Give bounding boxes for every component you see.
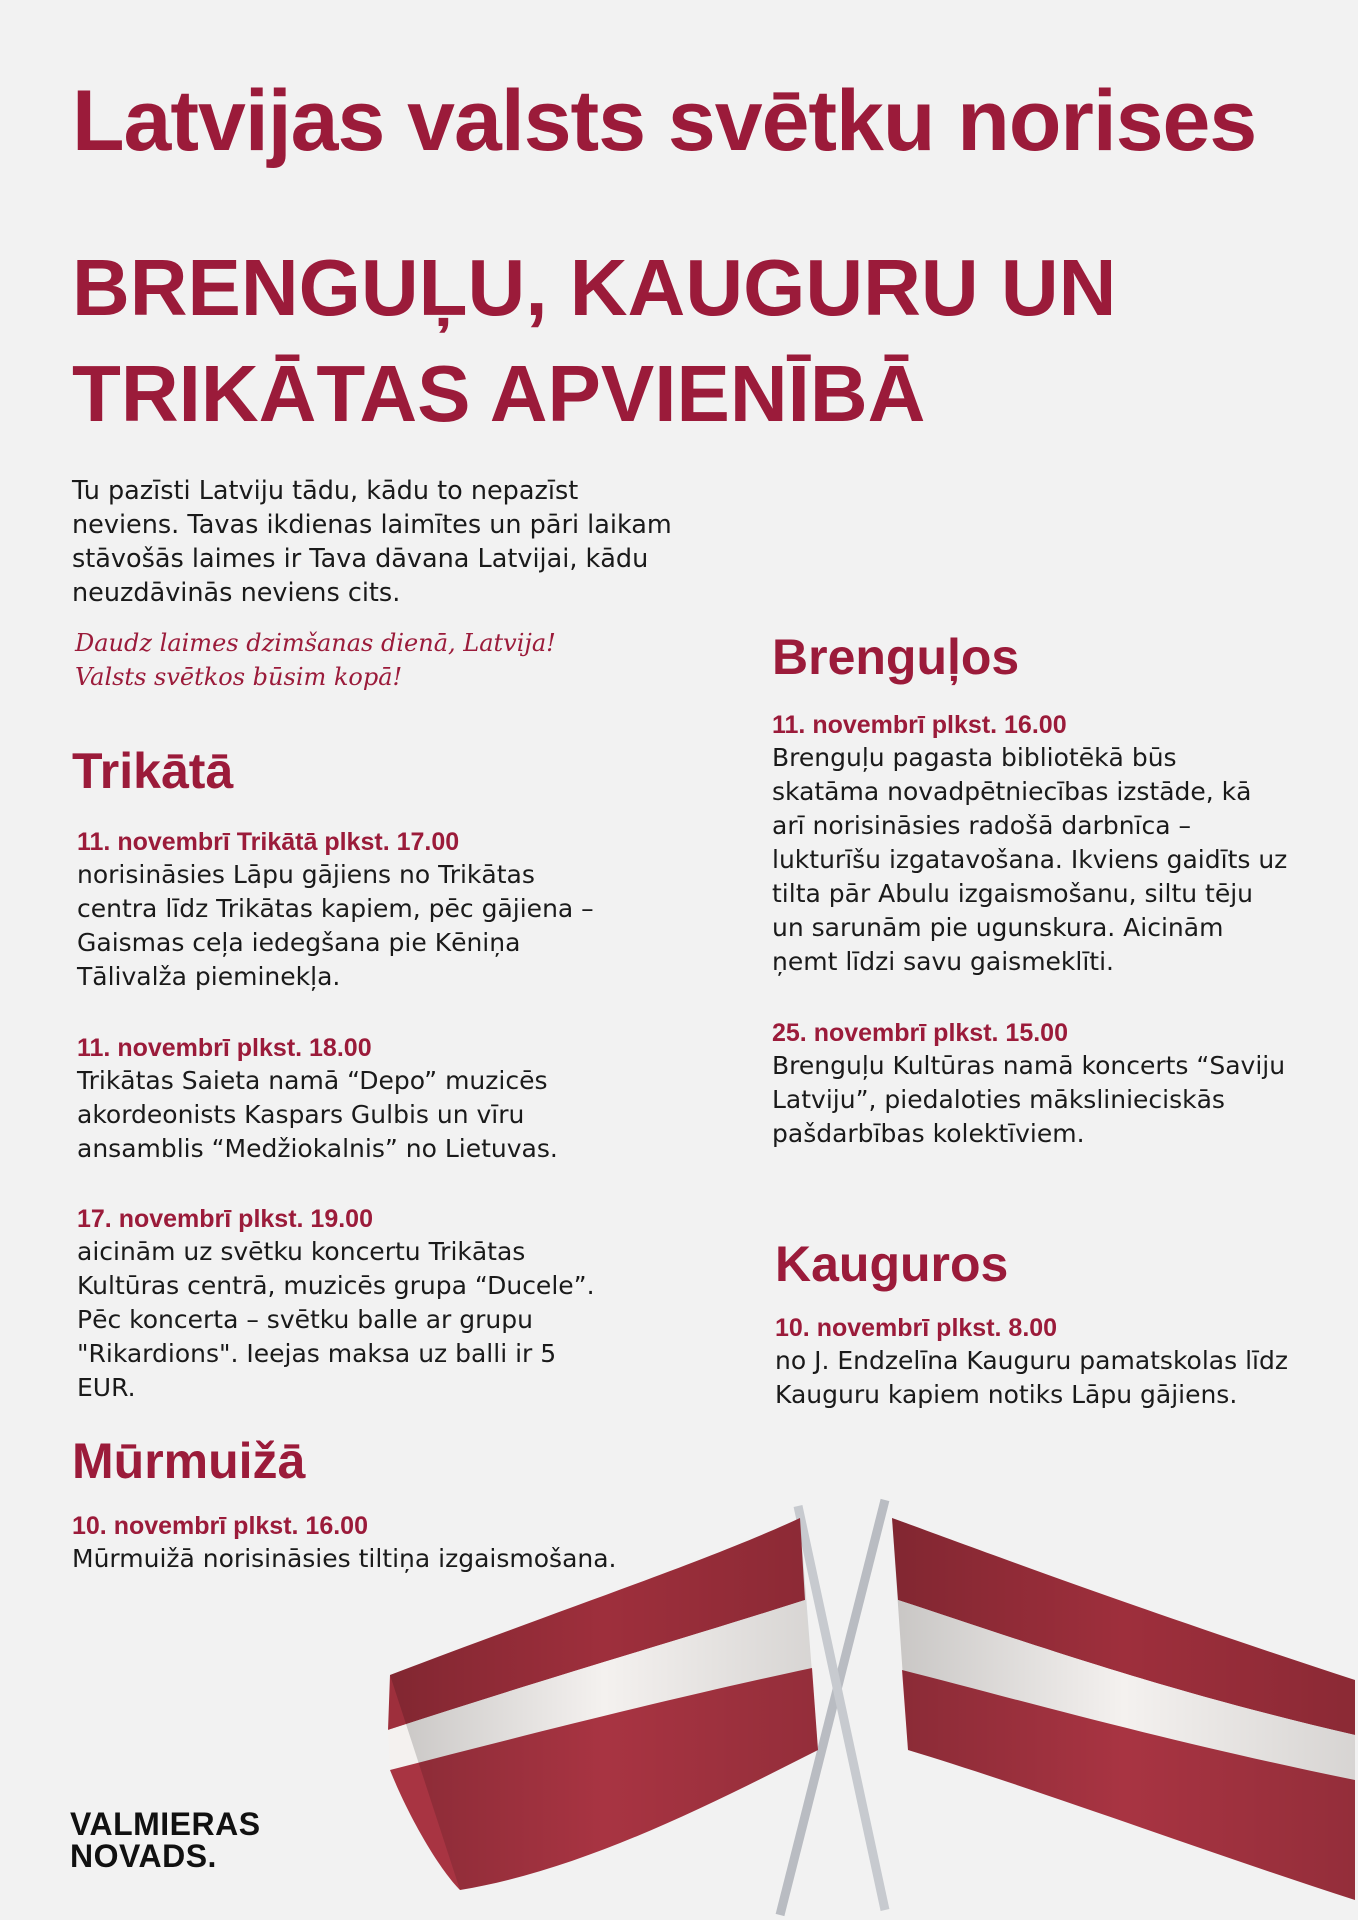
event-line: norisināsies Lāpu gājiens no Trikātas xyxy=(77,860,535,889)
event-description xyxy=(775,1344,1288,1412)
event-trikata-2 xyxy=(77,1032,558,1166)
subtitle-line: TRIKĀTAS APVIENĪBĀ xyxy=(72,349,926,438)
event-line: ansamblis “Medžiokalnis” no Lietuvas. xyxy=(77,1134,558,1163)
section-heading-brengulos: Brenguļos xyxy=(772,629,1020,685)
event-line: Pēc koncerta – svētku balle ar grupu xyxy=(77,1305,533,1334)
event-kauguros-1 xyxy=(775,1312,1288,1412)
event-description xyxy=(772,1049,1285,1151)
tagline xyxy=(75,626,695,694)
event-date: 10. novembrī plkst. 8.00 xyxy=(775,1314,1058,1342)
event-description xyxy=(77,1235,595,1405)
intro-text: Tu pazīsti Latviju tādu, kādu to nepazīst neviens. Tavas ikdienas laimītes un pāri laikam stāvošās laimes ir Tava dāvana Latvijai, kādu neuzdāvinās neviens cits. xyxy=(72,476,672,608)
event-line: Gaismas ceļa iedegšana pie Kēniņa xyxy=(77,928,521,957)
event-line: tilta pār Abulu izgaismošanu, siltu tēju xyxy=(772,879,1254,908)
page-title: Latvijas valsts svētku norises xyxy=(72,73,1257,169)
tagline-line: Daudz laimes dzimšanas dienā, Latvija! xyxy=(75,629,556,657)
event-line: centra līdz Trikātas kapiem, pēc gājiena – xyxy=(77,894,594,923)
event-date: 11. novembrī Trikātā plkst. 17.00 xyxy=(77,828,460,856)
event-line: Mūrmuižā norisināsies tiltiņa izgaismošana. xyxy=(72,1544,617,1573)
event-line: no J. Endzelīna Kauguru pamatskolas līdz xyxy=(775,1346,1288,1375)
left-flag-shading xyxy=(390,1518,818,1890)
valmieras-novads-logo xyxy=(70,1808,261,1872)
event-line: Brenguļu pagasta bibliotēkā būs xyxy=(772,743,1177,772)
event-line: arī norisināsies radošā darbnīca – xyxy=(772,811,1192,840)
event-line: ņemt līdzi savu gaismeklīti. xyxy=(772,947,1114,976)
latvian-flags-icon xyxy=(380,1490,1358,1920)
event-line: Kultūras centrā, muzicēs grupa “Ducele”. xyxy=(77,1271,595,1300)
event-line: "Rikardions". Ieejas maksa uz balli ir 5 xyxy=(77,1339,557,1368)
event-line: Trikātas Saieta namā “Depo” muzicēs xyxy=(77,1066,548,1095)
section-heading-murmuiza: Mūrmuižā xyxy=(72,1433,306,1489)
event-description xyxy=(77,858,594,994)
event-line: un sarunām pie ugunskura. Aicinām xyxy=(772,913,1224,942)
subtitle-line: BRENGUĻU, KAUGURU UN xyxy=(72,243,1117,332)
event-line: pašdarbības kolektīviem. xyxy=(772,1119,1085,1148)
event-date: 10. novembrī plkst. 16.00 xyxy=(72,1512,368,1540)
event-line: Kauguru kapiem notiks Lāpu gājiens. xyxy=(775,1380,1238,1409)
event-trikata-1 xyxy=(77,826,594,994)
event-line: aicinām uz svētku koncertu Trikātas xyxy=(77,1237,526,1266)
event-line: lukturīšu izgatavošana. Ikviens gaidīts uz xyxy=(772,845,1288,874)
event-line: Latviju”, piedaloties mākslinieciskās xyxy=(772,1085,1225,1114)
tagline-line: Valsts svētkos būsim kopā! xyxy=(75,663,403,691)
event-line: akordeonists Kaspars Gulbis un vīru xyxy=(77,1100,525,1129)
event-brengulos-1 xyxy=(772,709,1287,979)
event-line: Brenguļu Kultūras namā koncerts “Saviju xyxy=(772,1051,1286,1080)
page-subtitle xyxy=(72,235,1116,447)
event-line: skatāma novadpētniecības izstāde, kā xyxy=(772,777,1252,806)
event-line: EUR. xyxy=(77,1373,136,1402)
event-description xyxy=(77,1064,558,1166)
event-date: 11. novembrī plkst. 18.00 xyxy=(77,1034,372,1062)
section-heading-trikata: Trikātā xyxy=(72,743,234,799)
event-date: 17. novembrī plkst. 19.00 xyxy=(77,1205,373,1233)
event-date: 11. novembrī plkst. 16.00 xyxy=(772,711,1067,739)
logo-line: VALMIERAS xyxy=(70,1806,261,1842)
event-date: 25. novembrī plkst. 15.00 xyxy=(772,1019,1068,1047)
event-description xyxy=(772,741,1287,979)
right-flag-shading xyxy=(892,1518,1355,1900)
event-line: Tālivalža pieminekļa. xyxy=(77,962,341,991)
logo-line: NOVADS. xyxy=(70,1838,217,1874)
section-heading-kauguros: Kauguros xyxy=(775,1236,1009,1292)
event-trikata-3 xyxy=(77,1203,595,1405)
event-brengulos-2 xyxy=(772,1017,1285,1151)
